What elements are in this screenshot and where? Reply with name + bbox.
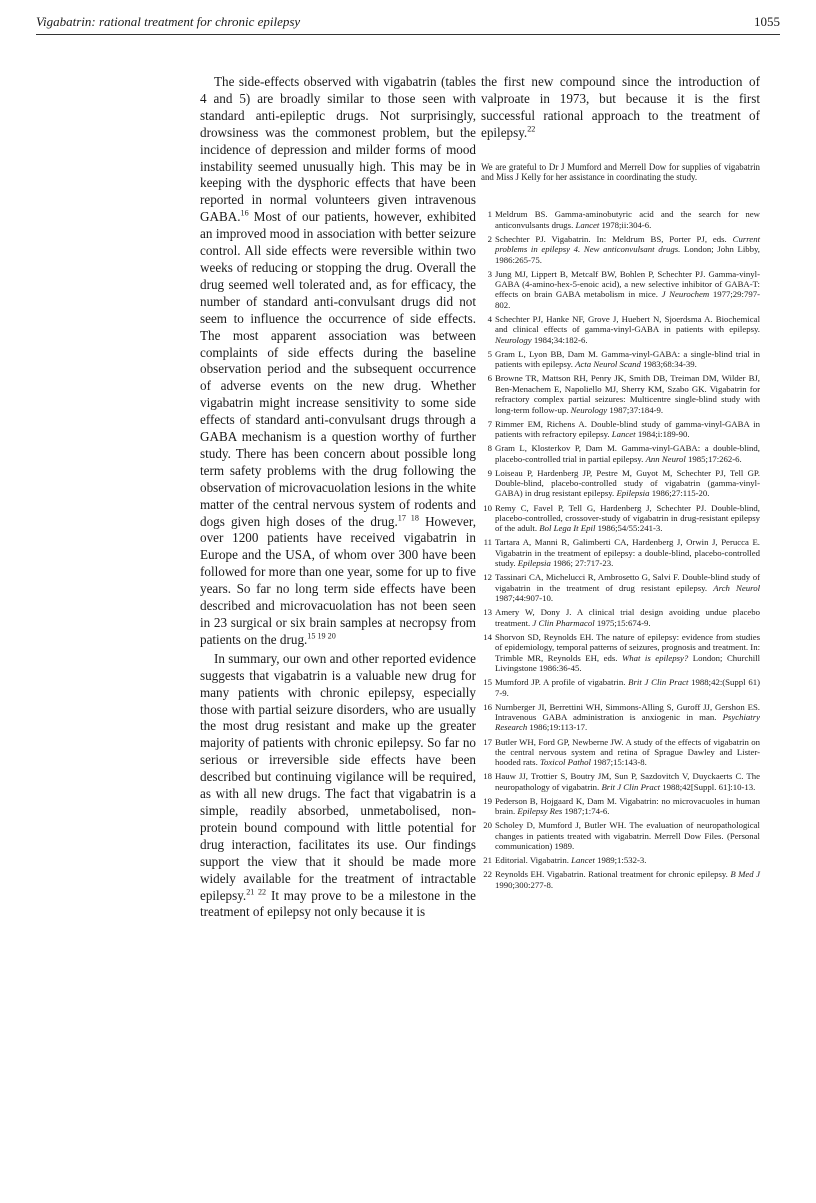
reference-text: 1987;44:907-10. bbox=[495, 593, 554, 604]
reference-item bbox=[481, 869, 760, 890]
reference-text: Schechter PJ. Vigabatrin. In: Meldrum BS, Porter PJ, eds. bbox=[495, 233, 733, 244]
reference-number: 16 bbox=[483, 701, 492, 712]
reference-item bbox=[481, 796, 760, 817]
reference-source: J Neurochem bbox=[661, 289, 710, 300]
reference-number: 1 bbox=[487, 209, 492, 220]
reference-source: Neurology bbox=[495, 334, 532, 345]
reference-text: Nurnberger JI, Berrettini WH, Simmons-Alling S, Guroff JJ, Gershon ES. Intravenous GABA administration is anxiogenic in man. bbox=[495, 701, 760, 722]
acknowledgement: We are grateful to Dr J Mumford and Merrell Dow for supplies of vigabatrin and Miss J Kelly for her assistance in coordinating the study. bbox=[481, 161, 760, 183]
reference-number: 14 bbox=[483, 631, 492, 642]
reference-number: 17 bbox=[483, 736, 492, 747]
reference-text: 1987;1:74-6. bbox=[562, 806, 610, 817]
reference-item bbox=[481, 468, 760, 499]
reference-source: Lancet bbox=[571, 855, 595, 866]
reference-text: 1988;42:(Suppl 61) 7-9. bbox=[495, 677, 760, 698]
reference-text: London; John Libby, 1986:265-75. bbox=[495, 244, 760, 265]
reference-source: Lancet bbox=[575, 219, 600, 230]
reference-item bbox=[481, 632, 760, 674]
reference-number: 12 bbox=[483, 572, 492, 583]
reference-text: 1988;42[Suppl. 61]:10-13. bbox=[660, 781, 756, 792]
reference-text: 1986;54/55:241-3. bbox=[595, 523, 663, 534]
reference-item bbox=[481, 737, 760, 768]
reference-item bbox=[481, 373, 760, 415]
citation-sup: 17 18 bbox=[397, 513, 419, 523]
reference-text: Browne TR, Mattson RH, Penry JK, Smith DB, Treiman DM, Wilder BJ, Ben-Menachem E, Napoliello MJ, Sherry KM, Szabo GK. Vigabatrin for refractory complex partial seizures: Multicentre single-blind study with long-term follow-up. bbox=[495, 373, 760, 415]
reference-item bbox=[481, 607, 760, 628]
reference-text: 1990;300:277-8. bbox=[495, 879, 554, 890]
reference-source: Psychiatry Research bbox=[495, 712, 760, 733]
reference-text: 1983;68:34-39. bbox=[640, 359, 697, 370]
reference-text: Amery W, Dony J. A clinical trial design avoiding undue placebo treatment. bbox=[495, 607, 760, 628]
reference-source: Brit J Clin Pract bbox=[628, 677, 689, 688]
citation-sup: 15 19 20 bbox=[307, 631, 336, 641]
paragraph-continuation: the first new compound since the introduction of valproate in 1973, but because it is the first successful rational approach to the treatment of epilepsy.$^{22}$ bbox=[481, 74, 760, 140]
reference-number: 6 bbox=[487, 373, 492, 384]
reference-source: Toxicol Pathol bbox=[539, 757, 591, 768]
reference-text: Tassinari CA, Michelucci R, Ambrosetto G, Salvi F. Double-blind study of vigabatrin in the treatment of drug resistant epilepsy. bbox=[495, 572, 760, 593]
reference-text: Jung MJ, Lippert B, Metcalf BW, Bohlen P, Schechter PJ. Gamma-vinyl-GABA (4-amino-hex-5-enoic acid), a new selective inhibitor of GABA-T: effects on brain GABA metabolism in mice. bbox=[495, 268, 760, 300]
reference-number: 21 bbox=[483, 855, 492, 866]
reference-text: London; Churchill Livingstone 1986:36-45. bbox=[495, 652, 760, 673]
reference-number: 4 bbox=[487, 313, 492, 324]
reference-source: B Med J bbox=[730, 869, 761, 880]
reference-text: Reynolds EH. Vigabatrin. Rational treatment for chronic epilepsy. bbox=[495, 869, 731, 880]
reference-number: 19 bbox=[483, 795, 492, 806]
reference-source: Epilepsy Res bbox=[517, 806, 563, 817]
reference-text: 1987;37:184-9. bbox=[607, 404, 664, 415]
reference-number: 20 bbox=[483, 820, 492, 831]
reference-text: 1975;15:674-9. bbox=[594, 617, 651, 628]
reference-item bbox=[481, 314, 760, 345]
reference-source: Lancet bbox=[611, 429, 636, 440]
reference-text: 1986;19:113-17. bbox=[527, 722, 588, 733]
reference-text: Schechter PJ, Hanke NF, Grove J, Huebert N, Sjoerdsma A. Biochemical and clinical effects of gamma-vinyl-GABA in patients with epilepsy. bbox=[495, 313, 760, 335]
citation-sup: 16 bbox=[240, 208, 249, 218]
reference-text: 1984;34:182-6. bbox=[531, 334, 588, 345]
reference-text: 1984;i:189-90. bbox=[635, 429, 690, 440]
reference-item bbox=[481, 572, 760, 603]
reference-text: Editorial. Vigabatrin. bbox=[495, 855, 572, 866]
reference-source: Epilepsia bbox=[517, 558, 551, 569]
reference-item bbox=[481, 537, 760, 568]
reference-text: Rimmer EM, Richens A. Double-blind study of gamma-vinyl-GABA in patients with refractory epilepsy. bbox=[495, 418, 760, 440]
reference-number: 8 bbox=[487, 443, 492, 454]
reference-source: Ann Neurol bbox=[645, 453, 686, 464]
reference-text: 1987;15:143-8. bbox=[590, 757, 647, 768]
reference-text: Meldrum BS. Gamma-aminobutyric acid and the search for new anticonvulsants drugs. bbox=[495, 209, 760, 230]
reference-text: Scholey D, Mumford J, Butler WH. The evaluation of neuropathological changes in patients treated with vigabatrin. Merrell Dow Files. (Personal communication) 1989. bbox=[495, 820, 760, 852]
reference-text: 1985;17:262-6. bbox=[685, 453, 742, 464]
reference-source: J Clin Pharmacol bbox=[532, 617, 595, 628]
reference-source: Current problems in epilepsy 4. New anticonvulsant drugs. bbox=[495, 233, 760, 255]
reference-number: 5 bbox=[487, 348, 492, 359]
reference-number: 11 bbox=[483, 537, 492, 548]
reference-text: Tartara A, Manni R, Galimberti CA, Hardenberg J, Orwin J, Perucca E. Vigabatrin in the treatment of epilepsy: a double-blind, placebo-controlled study. bbox=[495, 537, 760, 569]
reference-text: Gram L, Lyon BB, Dam M. Gamma-vinyl-GABA: a single-blind trial in patients with epilepsy. bbox=[495, 348, 760, 370]
reference-number: 15 bbox=[483, 677, 492, 688]
reference-number: 9 bbox=[487, 467, 492, 478]
reference-number: 18 bbox=[483, 771, 492, 782]
reference-item bbox=[481, 771, 760, 792]
reference-item bbox=[481, 419, 760, 440]
reference-number: 3 bbox=[487, 268, 492, 279]
reference-text: 1978;ii:304-6. bbox=[599, 219, 652, 230]
reference-item bbox=[481, 677, 760, 698]
reference-text: Shorvon SD, Reynolds EH. The nature of epilepsy: evidence from studies of epidemiology, temporal patterns of seizures, prognosis and treatment. In: Trimble MR, Reynolds EH, eds. bbox=[495, 631, 760, 663]
reference-item bbox=[481, 702, 760, 733]
reference-text: Butler WH, Ford GP, Newberne JW. A study of the effects of vigabatrin on the central nervous system and retina of Sprague Dawley and Lister-hooded rats. bbox=[495, 736, 760, 768]
reference-item bbox=[481, 503, 760, 534]
right-column bbox=[481, 74, 760, 894]
reference-text: 1986; 27:717-23. bbox=[550, 558, 614, 569]
reference-text: 1986;27:115-20. bbox=[649, 488, 710, 499]
reference-text: 1989;1:532-3. bbox=[594, 855, 647, 866]
reference-item bbox=[481, 209, 760, 230]
reference-source: Brit J Clin Pract bbox=[601, 781, 661, 792]
reference-text: Pederson B, Hojgaard K, Dam M. Vigabatrin: no microvacuoles in human brain. bbox=[495, 795, 760, 817]
reference-item bbox=[481, 269, 760, 311]
left-column bbox=[200, 74, 476, 921]
reference-source: Acta Neurol Scand bbox=[575, 359, 641, 370]
running-header bbox=[36, 12, 780, 35]
reference-number: 10 bbox=[483, 502, 492, 513]
reference-list bbox=[481, 209, 760, 890]
reference-source: Bol Lega It Epil bbox=[539, 523, 596, 534]
reference-text: Hauw JJ, Trottier S, Boutry JM, Sun P, Sazdovitch V, Duyckaerts C. The neuropathology of vigabatrin. bbox=[495, 771, 760, 792]
reference-number: 7 bbox=[487, 418, 492, 429]
reference-text: Remy C, Favel P, Tell G, Hardenberg J, Schechter PJ. Double-blind, placebo-controlled, crossover-study of vigabatrin in drug-resistant epilepsy of the adult. bbox=[495, 502, 760, 534]
reference-number: 2 bbox=[487, 233, 492, 244]
reference-text: Gram L, Klosterkov P, Dam M. Gamma-vinyl-GABA: a double-blind, placebo-controlled trial in partial epilepsy. bbox=[495, 443, 760, 464]
reference-item bbox=[481, 349, 760, 370]
reference-source: Neurology bbox=[570, 404, 608, 415]
reference-number: 22 bbox=[483, 869, 492, 880]
reference-item bbox=[481, 855, 760, 865]
reference-text: Loiseau P, Hardenberg JP, Pestre M, Guyot M, Schechter PJ, Tell GP. Double-blind, placebo-controlled study of vigabatrin (gamma-vinyl-GABA) in drug resistant epilepsy. bbox=[495, 467, 760, 499]
reference-item bbox=[481, 234, 760, 265]
citation-sup: 21 22 bbox=[246, 887, 267, 897]
reference-source: What is epilepsy? bbox=[621, 652, 689, 663]
paragraph-side-effects: The side-effects observed with vigabatrin (tables 4 and 5) are broadly similar to those seen with standard anti-epileptic drugs. Not surprisingly, drowsiness was the commonest problem, but the incidence of depression and milder forms of mood instability seemed unusually high. This may be in keeping with the dysphoric effects that have been reported in normal volunteers given intravenous GABA.$^{16}$ Most of our patients, however, exhibited an improved mood in association with better seizure control. All side effects were reversible within two weeks of reducing or stopping the drug. Overall the drug seemed well tolerated and, as for efficacy, the number of standard anti-convulsant drugs did not seem to influence the occurrence of side effects. The most apparent association was between complaints of side effects during the baseline observation period and the subsequent occurrence of adverse events on the new drug. Whether vigabatrin might increase sensitivity to some side effects of standard anti-convulsant drugs through a GABA mechanism is a question worthy of further study. There has been concern about possible long term safety problems with the drug following the observation of microvacuolation lesions in the white matter of the central nervous system of rodents and dogs given high doses of the drug.$^{17 18}$ However, over 1200 patients have received vigabatrin in Europe and the USA, of whom over 300 have been followed for more than one year, some for up to five years. So far no long term side effects have been described and microvacuolation has not been seen in 23 surgical or six brain samples at necropsy from patients on the drug.$^{15 19 20}$ bbox=[200, 74, 476, 647]
running-title: Vigabatrin: rational treatment for chronic epilepsy bbox=[36, 14, 301, 29]
reference-text: Mumford JP. A profile of vigabatrin. bbox=[495, 677, 629, 688]
citation-sup: 22 bbox=[527, 124, 536, 134]
reference-item bbox=[481, 443, 760, 464]
reference-number: 13 bbox=[483, 607, 492, 618]
reference-source: Arch Neurol bbox=[713, 582, 761, 593]
paragraph-summary: In summary, our own and other reported evidence suggests that vigabatrin is a valuable new drug for many patients with chronic epilepsy, especially those with partial seizure disorders, who are usually the most drug resistant and make up the greater majority of patients with chronic epilepsy. So far no serious or irreversible side effects have been described but continuing vigilance will be required, as with all new drugs. The fact that vigabatrin is a simple, readily absorbed, unmetabolised, non-protein bound compound with little potential for drug interaction, facilitates its use. Our findings support the view that it should be made more widely available for the treatment of intractable epilepsy.$^{21 22}$ It may prove to be a milestone in the treatment of epilepsy not only because it is bbox=[200, 650, 476, 920]
reference-item bbox=[481, 820, 760, 851]
page-number: 1055 bbox=[754, 14, 780, 29]
reference-text: 1977;29:797-802. bbox=[495, 289, 760, 310]
reference-source: Epilepsia bbox=[616, 488, 650, 499]
